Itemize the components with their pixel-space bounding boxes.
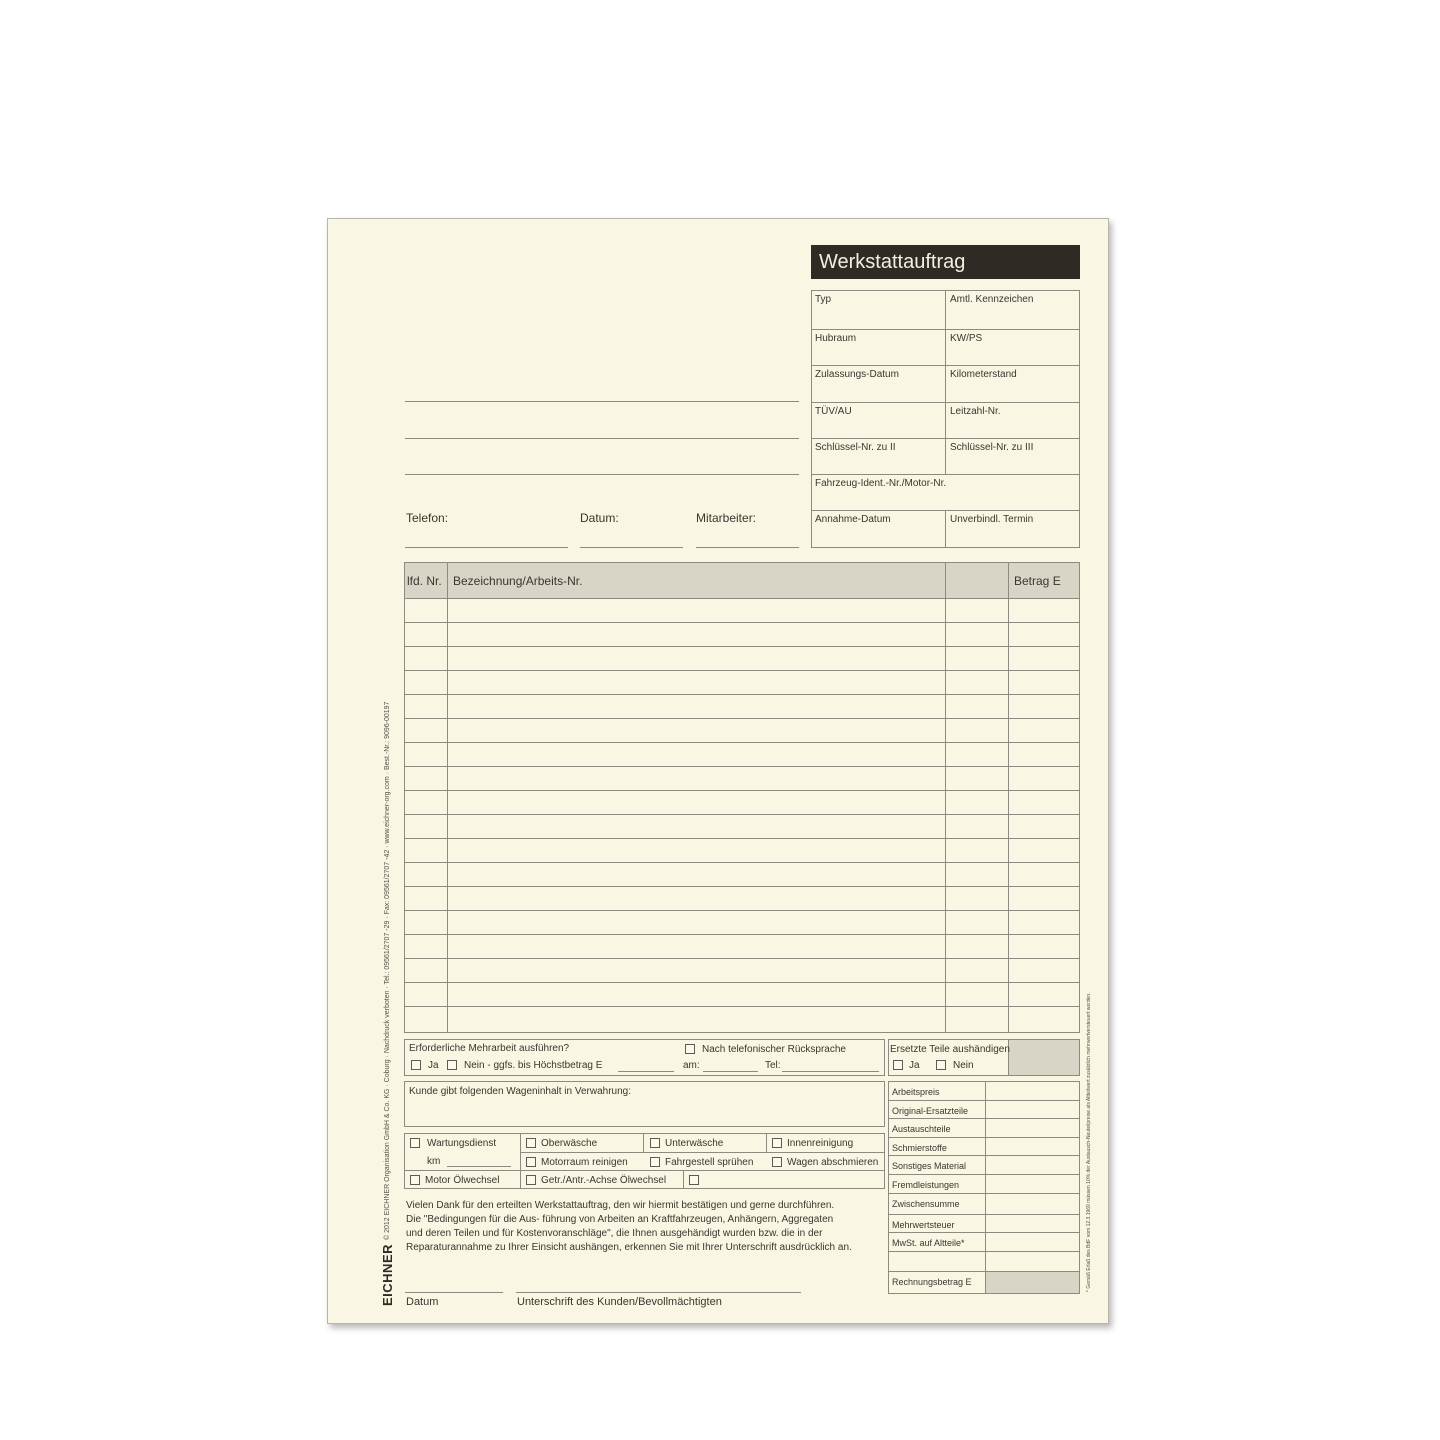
innen-checkbox[interactable] (772, 1138, 782, 1148)
vehicle-field-label: Annahme-Datum (815, 514, 891, 525)
agreement-line: Reparaturannahme zu Ihrer Einsicht aushängen, erkennen Sie mit Ihrer Unterschrift ausdrücklich an. (406, 1242, 852, 1253)
totals-row-line (888, 1100, 1080, 1101)
mehrarbeit-nein-checkbox[interactable] (447, 1060, 457, 1070)
telefon-label: Telefon: (406, 511, 449, 525)
services-row-line-1 (520, 1152, 885, 1153)
vehicle-field-label: Typ (815, 294, 832, 305)
address-line-2[interactable] (405, 438, 799, 439)
unterwaesche-label: Unterwäsche (665, 1138, 724, 1149)
achse-oel-label: Getr./Antr.-Achse Ölwechsel (541, 1175, 667, 1186)
vehicle-grid-col-line (945, 402, 946, 438)
table-row (404, 742, 1080, 743)
mehrarbeit-question: Erforderliche Mehrarbeit ausführen? (409, 1043, 570, 1054)
mehrarbeit-ja-checkbox[interactable] (411, 1060, 421, 1070)
achse-oel-checkbox[interactable] (526, 1175, 536, 1185)
am-field[interactable] (703, 1071, 758, 1072)
totals-col-divider (985, 1081, 986, 1294)
telefonisch-label: Nach telefonischer Rücksprache (702, 1044, 846, 1055)
innen-label: Innenreinigung (787, 1138, 854, 1149)
vehicle-field-label: Schlüssel-Nr. zu III (950, 442, 1034, 453)
totals-row-label: Arbeitspreis (892, 1087, 940, 1097)
totals-row-label: Sonstiges Material (892, 1161, 967, 1171)
vehicle-grid-col-line (945, 365, 946, 402)
table-row (404, 646, 1080, 647)
table-col-divider-1 (447, 562, 448, 1033)
ersetzte-ja-label: Ja (909, 1060, 920, 1071)
table-row (404, 814, 1080, 815)
col-header-amount: Betrag E (1014, 574, 1061, 588)
totals-row-line (888, 1155, 1080, 1156)
table-row (404, 886, 1080, 887)
col-header-nr: lfd. Nr. (407, 574, 442, 588)
totals-row-label: Mehrwertsteuer (892, 1220, 955, 1230)
datum-label: Datum: (580, 511, 619, 525)
totals-row-label: Austauschteile (892, 1124, 951, 1134)
vehicle-field-label: Amtl. Kennzeichen (950, 294, 1034, 305)
table-row (404, 766, 1080, 767)
table-row (404, 862, 1080, 863)
totals-row-line (888, 1214, 1080, 1215)
services-divider-2 (643, 1133, 644, 1153)
totals-row-line (888, 1193, 1080, 1194)
motorraum-checkbox[interactable] (526, 1157, 536, 1167)
oberwaesche-label: Oberwäsche (541, 1138, 598, 1149)
blank-service-checkbox[interactable] (689, 1175, 699, 1185)
oberwaesche-checkbox[interactable] (526, 1138, 536, 1148)
sign-datum-label: Datum (406, 1296, 439, 1308)
table-col-divider-2 (945, 562, 946, 1033)
totals-row-label: Zwischensumme (892, 1199, 960, 1209)
services-divider-4 (683, 1170, 684, 1189)
telefon-field[interactable] (405, 547, 568, 548)
mehrarbeit-nein-label: Nein - ggfs. bis Höchstbetrag E (464, 1060, 603, 1071)
form-title: Werkstattauftrag (819, 251, 966, 273)
motorraum-label: Motorraum reinigen (541, 1157, 628, 1168)
vehicle-grid-col-line (945, 438, 946, 474)
fahrgestell-label: Fahrgestell sprühen (665, 1157, 754, 1168)
table-row (404, 694, 1080, 695)
ersetzte-teile-shade (1009, 1040, 1079, 1075)
ersetzte-nein-label: Nein (953, 1060, 974, 1071)
totals-row-label: MwSt. auf Altteile* (892, 1238, 965, 1248)
telefonisch-checkbox[interactable] (685, 1044, 695, 1054)
table-row (404, 790, 1080, 791)
unterwaesche-checkbox[interactable] (650, 1138, 660, 1148)
vehicle-field-label: TÜV/AU (815, 406, 852, 417)
totals-row-line (888, 1251, 1080, 1252)
wagen-label: Wagen abschmieren (787, 1157, 879, 1168)
tel-label: Tel: (765, 1060, 781, 1071)
vehicle-grid-row-line (811, 474, 1080, 475)
brand-logo: EICHNER (380, 1243, 395, 1306)
table-row (404, 1006, 1080, 1007)
sign-signature-label: Unterschrift des Kunden/Bevollmächtigten (517, 1296, 722, 1308)
vehicle-field-label: Hubraum (815, 333, 857, 344)
wartung-checkbox[interactable] (410, 1138, 420, 1148)
ersetzte-teile-label: Ersetzte Teile aushändigen (890, 1044, 1010, 1055)
imprint-text: © 2012 EICHNER Organisation GmbH & Co. KG · Coburg · Nachdruck verboten · Tel.: 09561/2707 -29 · Fax: 09561/2707 -42 · www.eichner-org.com · Best.-Nr.: 9096-00197 (384, 701, 391, 1240)
vehicle-field-label: KW/PS (950, 333, 983, 344)
table-row (404, 982, 1080, 983)
totals-row-label: Rechnungsbetrag E (892, 1277, 972, 1287)
vehicle-field-label: Fahrzeug-Ident.-Nr./Motor-Nr. (815, 478, 947, 489)
wageninhalt-label: Kunde gibt folgenden Wageninhalt in Verwahrung: (409, 1086, 632, 1097)
hoechstbetrag-field[interactable] (618, 1071, 674, 1072)
motor-oel-label: Motor Ölwechsel (425, 1175, 500, 1186)
address-line-3[interactable] (405, 474, 799, 475)
totals-row-line (888, 1118, 1080, 1119)
vehicle-field-label: Kilometerstand (950, 369, 1017, 380)
wartung-label: Wartungsdienst (427, 1138, 497, 1149)
items-table (404, 562, 1080, 1033)
km-field[interactable] (447, 1166, 511, 1167)
totals-row-label: Original-Ersatzteile (892, 1106, 969, 1116)
totals-row-line (888, 1174, 1080, 1175)
mehrarbeit-ja-label: Ja (428, 1060, 439, 1071)
table-header-line (404, 598, 1080, 599)
table-row (404, 934, 1080, 935)
fahrgestell-checkbox[interactable] (650, 1157, 660, 1167)
services-divider-1 (520, 1133, 521, 1189)
table-row (404, 718, 1080, 719)
vehicle-field-label: Unverbindl. Termin (950, 514, 1034, 525)
vehicle-field-label: Leitzahl-Nr. (950, 406, 1001, 417)
tel-field[interactable] (782, 1071, 879, 1072)
table-row (404, 910, 1080, 911)
table-row (404, 670, 1080, 671)
services-divider-3 (766, 1133, 767, 1153)
table-row (404, 622, 1080, 623)
vehicle-grid-col-line (945, 510, 946, 547)
services-row-line-2 (404, 1170, 885, 1171)
address-line-1[interactable] (405, 401, 799, 402)
mitarbeiter-label: Mitarbeiter: (696, 511, 757, 525)
footnote-text: * Gemäß Erlaß des BdF vom 12.3.1969 müssen 10% der Austausch-Neuteilpreise als Altteilwert zusätzlich mehrwertversteuert werden. (1086, 992, 1092, 1292)
ersetzte-ja-checkbox[interactable] (893, 1060, 903, 1070)
sign-signature-line[interactable] (516, 1292, 801, 1293)
col-header-desc: Bezeichnung/Arbeits-Nr. (453, 574, 583, 588)
ersetzte-nein-checkbox[interactable] (936, 1060, 946, 1070)
sign-datum-line[interactable] (405, 1292, 503, 1293)
vehicle-field-label: Zulassungs-Datum (815, 369, 899, 380)
datum-field[interactable] (580, 547, 683, 548)
table-col-divider-3 (1008, 562, 1009, 1033)
totals-row-line (888, 1271, 1080, 1272)
totals-row-line (888, 1232, 1080, 1233)
totals-row-label: Schmierstoffe (892, 1143, 947, 1153)
km-label: km (427, 1156, 441, 1167)
vehicle-grid-col-line (945, 290, 946, 329)
vehicle-field-label: Schlüssel-Nr. zu II (815, 442, 896, 453)
agreement-line: Die "Bedingungen für die Aus- führung von Arbeiten an Kraftfahrzeugen, Anhängern, Aggregaten (406, 1214, 834, 1225)
agreement-line: Vielen Dank für den erteilten Werkstattauftrag, den wir hiermit bestätigen und gerne durchführen. (406, 1200, 835, 1211)
am-label: am: (683, 1060, 700, 1071)
table-row (404, 838, 1080, 839)
totals-row-label: Fremdleistungen (892, 1180, 960, 1190)
motor-oel-checkbox[interactable] (410, 1175, 420, 1185)
table-row (404, 958, 1080, 959)
totals-row-line (888, 1137, 1080, 1138)
agreement-line: und deren Teilen und für Kostenvoranschläge", die Ihnen ausgehändigt wurden bzw. die in der (406, 1228, 823, 1239)
vehicle-grid-col-line (945, 329, 946, 365)
mitarbeiter-field[interactable] (696, 547, 799, 548)
wagen-checkbox[interactable] (772, 1157, 782, 1167)
